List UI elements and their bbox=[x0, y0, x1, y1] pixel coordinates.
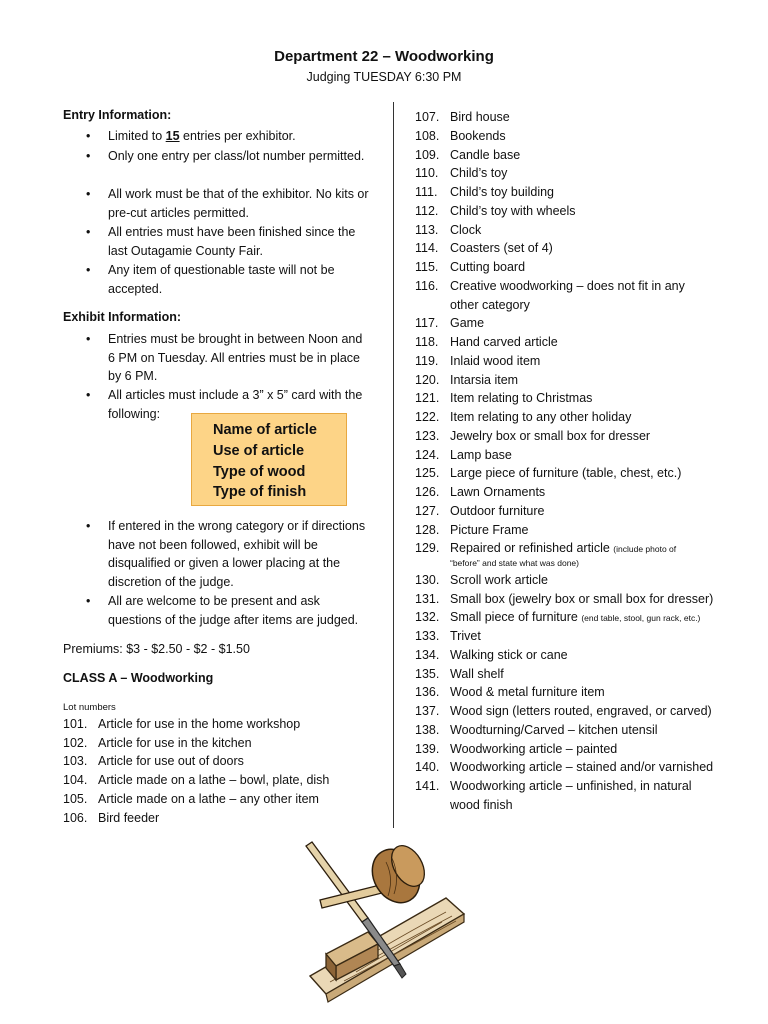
lot-text: Wood & metal furniture item bbox=[450, 685, 605, 700]
lot-number: 141. bbox=[415, 779, 440, 793]
lot-description bbox=[450, 571, 548, 590]
lot-text: Child’s toy with wheels bbox=[450, 203, 576, 218]
card-item: Name of article bbox=[213, 422, 317, 438]
lot-number: 104. bbox=[63, 773, 88, 788]
lot-description bbox=[450, 371, 518, 390]
lot-text: wood finish bbox=[450, 797, 513, 812]
lot-description bbox=[450, 608, 700, 628]
lot-description bbox=[450, 408, 631, 427]
lot-text: Coasters (set of 4) bbox=[450, 241, 553, 256]
lot-text: Item relating to any other holiday bbox=[450, 410, 632, 424]
entry-bullet: • All entries must have been finished since the last Outagamie County Fair. bbox=[108, 223, 370, 260]
lot-number: 121. bbox=[415, 391, 440, 406]
lot-number: 111. bbox=[415, 185, 438, 199]
lot-description bbox=[450, 702, 712, 721]
lot-text: Scroll work article bbox=[450, 572, 548, 587]
lot-number: 128. bbox=[415, 522, 440, 537]
lot-text: Candle base bbox=[450, 147, 521, 162]
lot-text: Small box (jewelry box or small box for dresser) bbox=[450, 591, 714, 606]
lot-number: 106. bbox=[63, 810, 88, 825]
lot-number: 101. bbox=[63, 717, 88, 731]
lot-number: 110. bbox=[415, 166, 439, 181]
lot-text: Bird house bbox=[450, 110, 510, 124]
lot-description bbox=[450, 665, 504, 684]
class-heading: CLASS A – Woodworking bbox=[63, 671, 214, 685]
lot-description bbox=[450, 108, 510, 127]
lot-number: 139. bbox=[415, 741, 440, 756]
lot-text: Article for use out of doors bbox=[98, 754, 244, 769]
lot-description bbox=[98, 809, 159, 828]
woodworking-tools-icon bbox=[296, 826, 468, 1006]
entry-bullet: • Any item of questionable taste will not be accepted. bbox=[108, 261, 370, 298]
lot-description bbox=[98, 752, 244, 771]
lot-number: 140. bbox=[415, 760, 440, 775]
lot-number: 123. bbox=[415, 428, 440, 443]
entry-bullet-limit bbox=[108, 127, 370, 146]
lot-number: 134. bbox=[415, 647, 440, 662]
lot-text: Intarsia item bbox=[450, 372, 519, 387]
lot-description bbox=[450, 146, 520, 165]
lot-text: Bookends bbox=[450, 128, 506, 143]
lot-number: 119. bbox=[415, 353, 439, 368]
lot-number: 113. bbox=[415, 222, 439, 237]
lot-text: Lamp base bbox=[450, 447, 512, 462]
lot-text: Child’s toy building bbox=[450, 185, 554, 199]
lot-text: other category bbox=[450, 297, 530, 312]
lot-number: 137. bbox=[415, 704, 440, 718]
lot-number: 135. bbox=[415, 666, 440, 681]
lot-description bbox=[450, 464, 681, 483]
lot-description bbox=[450, 502, 545, 521]
lot-text: Article made on a lathe – bowl, plate, dish bbox=[98, 773, 330, 788]
lot-text: Woodworking article – stained and/or varnished bbox=[450, 760, 714, 775]
lot-number: 132. bbox=[415, 610, 440, 625]
lot-description bbox=[450, 683, 605, 702]
exhibit-bullet: • All articles must include a 3” x 5” card with the following: bbox=[108, 386, 370, 423]
lot-text: Trivet bbox=[450, 629, 481, 643]
lot-description bbox=[450, 277, 685, 296]
lot-number: 125. bbox=[415, 466, 440, 481]
judging-time: Judging TUESDAY 6:30 PM bbox=[306, 70, 462, 84]
lot-text: Outdoor furniture bbox=[450, 503, 545, 518]
lot-text: Picture Frame bbox=[450, 522, 529, 537]
lot-number: 102. bbox=[63, 735, 88, 750]
lot-item-continued bbox=[450, 553, 579, 573]
lot-description bbox=[450, 221, 481, 240]
lot-text: Wood sign (letters routed, engraved, or carved) bbox=[450, 704, 712, 718]
lot-text: Woodworking article – unfinished, in natural bbox=[450, 779, 692, 793]
lot-description bbox=[450, 446, 512, 465]
lot-text: Bird feeder bbox=[98, 810, 160, 825]
page-title: Department 22 – Woodworking bbox=[274, 48, 494, 65]
lot-number: 122. bbox=[415, 410, 440, 424]
lot-number: 108. bbox=[415, 128, 440, 143]
lot-number: 107. bbox=[415, 110, 440, 124]
lot-number: 130. bbox=[415, 572, 440, 587]
lot-description bbox=[450, 777, 692, 796]
lot-description bbox=[450, 427, 650, 446]
card-item: Type of finish bbox=[213, 484, 307, 501]
lot-text: Hand carved article bbox=[450, 335, 558, 349]
card-item: Use of article bbox=[213, 442, 305, 459]
entry-bullet: • All work must be that of the exhibitor. No kits or pre-cut articles permitted. bbox=[108, 185, 370, 222]
lot-number: 103. bbox=[63, 754, 88, 769]
lot-description bbox=[98, 715, 300, 734]
lot-description bbox=[450, 758, 713, 777]
lot-number: 131. bbox=[415, 591, 440, 606]
lot-number: 112. bbox=[415, 203, 439, 218]
lot-description bbox=[450, 202, 576, 221]
lot-number: 133. bbox=[415, 629, 440, 643]
exhibit-information-heading: Exhibit Information: bbox=[63, 310, 182, 324]
lot-description bbox=[450, 314, 484, 333]
lot-description bbox=[450, 127, 506, 146]
lot-text: Small piece of furniture bbox=[450, 610, 578, 625]
lot-number: 105. bbox=[63, 791, 88, 806]
lot-description bbox=[450, 590, 713, 609]
lot-text: Jewelry box or small box for dresser bbox=[450, 428, 651, 443]
lot-numbers-label: Lot numbers bbox=[63, 702, 116, 713]
lot-number: 114. bbox=[415, 241, 439, 256]
lot-number: 115. bbox=[415, 260, 439, 274]
lot-description bbox=[450, 333, 558, 352]
lot-description bbox=[450, 521, 529, 540]
lot-text: Article for use in the home workshop bbox=[98, 717, 301, 731]
lot-text: Inlaid wood item bbox=[450, 353, 541, 368]
lot-item-continued bbox=[450, 296, 530, 315]
entry-bullet: • Only one entry per class/lot number permitted. bbox=[108, 147, 370, 166]
lot-text: Lawn Ornaments bbox=[450, 485, 546, 499]
lot-number: 127. bbox=[415, 503, 440, 518]
lot-text: Clock bbox=[450, 222, 482, 237]
lot-description bbox=[450, 389, 592, 408]
limit-number: 15 bbox=[165, 129, 180, 143]
lot-description bbox=[450, 646, 568, 665]
lot-description bbox=[450, 721, 658, 740]
lot-text: Woodworking article – painted bbox=[450, 741, 618, 756]
lot-number: 138. bbox=[415, 722, 440, 737]
lot-number: 116. bbox=[415, 278, 439, 293]
lot-number: 118. bbox=[415, 335, 439, 349]
lot-text: Article for use in the kitchen bbox=[98, 735, 252, 750]
lot-description bbox=[450, 627, 481, 646]
lot-description bbox=[450, 483, 545, 502]
lot-text: Wall shelf bbox=[450, 666, 504, 681]
lot-text: Woodturning/Carved – kitchen utensil bbox=[450, 722, 658, 737]
premiums: Premiums: $3 - $2.50 - $2 - $1.50 bbox=[63, 642, 250, 656]
lot-number: 126. bbox=[415, 485, 440, 499]
lot-text: Child’s toy bbox=[450, 166, 508, 181]
lot-text: Large piece of furniture (table, chest, etc.) bbox=[450, 466, 682, 481]
lot-text: Game bbox=[450, 316, 485, 331]
lot-text: Creative woodworking – does not fit in any bbox=[450, 278, 685, 293]
column-divider bbox=[393, 102, 394, 828]
lot-number: 109. bbox=[415, 147, 440, 162]
limit-suffix: entries per exhibitor. bbox=[179, 129, 296, 143]
lot-number: 124. bbox=[415, 447, 440, 462]
lot-text: Article made on a lathe – any other item bbox=[98, 791, 319, 806]
lot-description bbox=[450, 740, 617, 759]
lot-description bbox=[98, 771, 329, 790]
lot-description bbox=[450, 183, 554, 202]
limit-prefix: Limited to bbox=[108, 129, 166, 143]
exhibit-bullet: • Entries must be brought in between Noon and 6 PM on Tuesday. All entries must be in place by 6 PM. bbox=[108, 330, 370, 386]
lot-number: 136. bbox=[415, 685, 440, 700]
lot-text: Item relating to Christmas bbox=[450, 391, 593, 406]
lot-number: 129. bbox=[415, 541, 440, 556]
lot-note: (include photo of bbox=[613, 544, 677, 555]
lot-description bbox=[450, 239, 553, 258]
lot-text: Walking stick or cane bbox=[450, 647, 568, 662]
exhibit-bullet: • If entered in the wrong category or if directions have not been followed, exhibit will be disqualified or given a lower placing at the discretion of the judge. bbox=[108, 517, 370, 592]
card-requirements-box bbox=[191, 413, 347, 506]
lot-number: 117. bbox=[415, 316, 439, 331]
card-item: Type of wood bbox=[213, 463, 306, 480]
lot-description bbox=[98, 734, 252, 753]
entry-information-heading: Entry Information: bbox=[63, 108, 172, 122]
lot-number: 120. bbox=[415, 372, 440, 387]
lot-note: “before” and state what was done) bbox=[450, 558, 579, 568]
lot-note: (end table, stool, gun rack, etc.) bbox=[581, 613, 701, 624]
lot-description bbox=[98, 790, 319, 809]
lot-item-continued bbox=[450, 796, 513, 815]
lot-text: Cutting board bbox=[450, 260, 526, 274]
lot-description bbox=[450, 164, 507, 183]
exhibit-bullet: • All are welcome to be present and ask questions of the judge after items are judged. bbox=[108, 592, 370, 629]
lot-description bbox=[450, 352, 540, 371]
lot-text: Repaired or refinished article bbox=[450, 541, 610, 556]
lot-description bbox=[450, 258, 525, 277]
